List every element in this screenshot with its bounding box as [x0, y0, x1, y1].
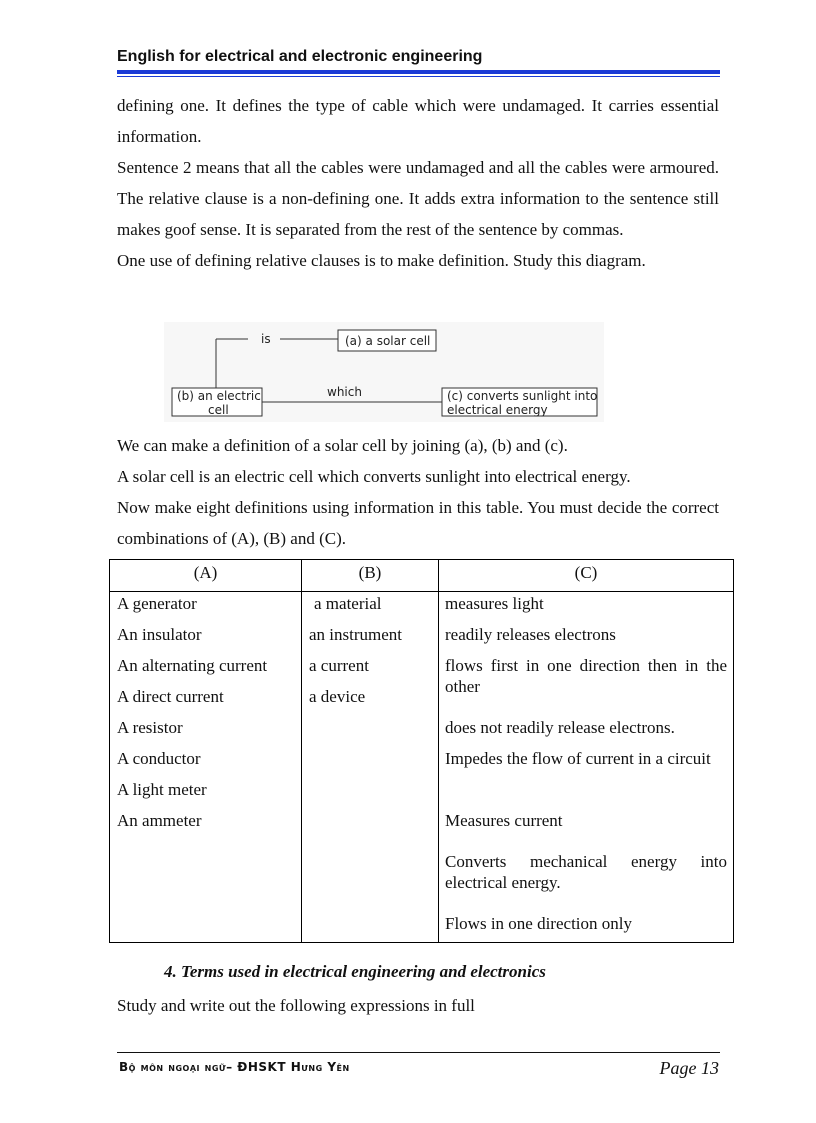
- header-rule: [117, 70, 720, 74]
- table-cell: does not readily release electrons.: [445, 718, 675, 737]
- table-cell: A light meter: [117, 780, 207, 799]
- table-cell: An alternating current: [117, 656, 268, 675]
- table-column-c: [439, 560, 733, 942]
- table-cell: A resistor: [117, 718, 183, 737]
- paragraph: Now make eight definitions using information in this table. You must decide the correct combinations of (A), (B) and (C).: [117, 498, 719, 548]
- paragraph: We can make a definition of a solar cell by joining (a), (b) and (c).: [117, 436, 568, 455]
- definitions-table: [109, 559, 734, 943]
- table-cell: a device: [309, 687, 366, 706]
- intro-paragraphs: [117, 90, 719, 276]
- table-cell: measures light: [445, 594, 544, 613]
- paragraph: A solar cell is an electric cell which converts sunlight into electrical energy.: [117, 467, 631, 486]
- footer-rule: [117, 1052, 720, 1053]
- table-cell: An insulator: [117, 625, 202, 644]
- section-heading: 4. Terms used in electrical engineering and electronics: [164, 962, 546, 981]
- table-cell: an instrument: [309, 625, 403, 644]
- table-cell: a material: [314, 594, 382, 613]
- table-cell: Converts mechanical energy into electrical energy.: [445, 852, 727, 892]
- section-instruction: Study and write out the following expressions in full: [117, 996, 475, 1015]
- box-a-label: (a) a solar cell: [345, 334, 431, 348]
- paragraph: One use of defining relative clauses is to make definition. Study this diagram.: [117, 251, 646, 270]
- box-b-label-line1: (b) an electric: [177, 389, 261, 403]
- table-cell: A direct current: [117, 687, 224, 706]
- middle-paragraphs: [117, 430, 719, 554]
- header-title: English for electrical and electronic engineering: [117, 48, 483, 65]
- table-cell: a current: [309, 656, 369, 675]
- section-instruction-block: [117, 990, 719, 1021]
- paragraph: defining one. It defines the type of cable which were undamaged. It carries essential information.: [117, 96, 719, 146]
- diagram-svg: [164, 322, 604, 422]
- box-c-label-line2: electrical energy: [447, 403, 548, 417]
- is-label: is: [261, 332, 271, 346]
- footer-department: Bộ môn ngoại ngữ– ĐHSKT Hưng Yên: [119, 1060, 350, 1074]
- table-cell: Measures current: [445, 811, 563, 830]
- table-header-a: (A): [110, 560, 301, 592]
- table-header-b: (B): [302, 560, 438, 592]
- table-cell: readily releases electrons: [445, 625, 616, 644]
- table-cell: Flows in one direction only: [445, 914, 632, 933]
- table-cell: flows first in one direction then in the other: [445, 656, 727, 696]
- table-cell: An ammeter: [117, 811, 202, 830]
- table-column-a: [110, 560, 302, 942]
- which-label: which: [327, 385, 362, 399]
- table-cell: A generator: [117, 594, 197, 613]
- paragraph: Sentence 2 means that all the cables were undamaged and all the cables were armoured. The relative clause is a non-defining one. It adds extra information to the sentence still makes goof sense. It is separated from the rest of the sentence by commas.: [117, 158, 719, 239]
- table-column-b: [302, 560, 439, 942]
- page-number: Page 13: [659, 1058, 719, 1078]
- box-b-label-line2: cell: [208, 403, 229, 417]
- definition-diagram: [164, 322, 604, 422]
- table-cell: Impedes the flow of current in a circuit: [445, 749, 711, 768]
- box-c-label-line1: (c) converts sunlight into: [447, 389, 598, 403]
- table-header-c: (C): [439, 560, 733, 592]
- header-rule-thin: [117, 76, 720, 77]
- table-cell: A conductor: [117, 749, 201, 768]
